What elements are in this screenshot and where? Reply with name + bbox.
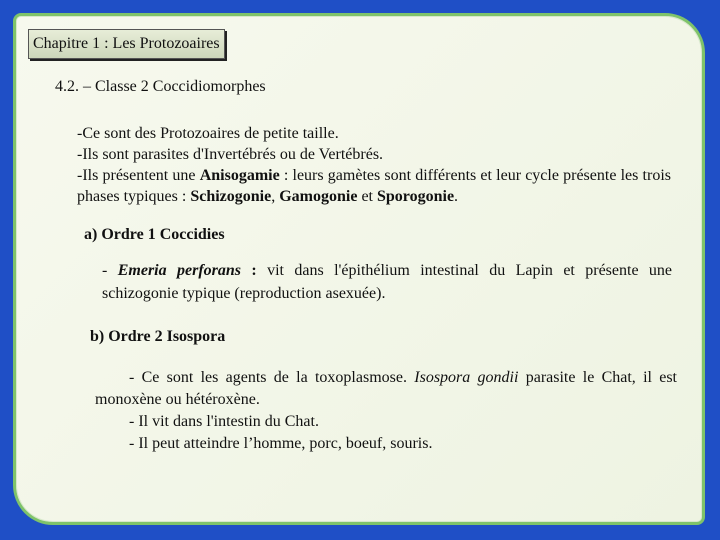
order-a-heading: a) Ordre 1 Coccidies (84, 226, 225, 243)
order-b-line-1: - Ce sont les agents de la toxoplasmose. Isospora gondii parasite le Chat, il est monoxène ou hétéroxène. (95, 369, 678, 408)
slide-title (28, 29, 225, 59)
gamogonie-term: Gamogonie (279, 188, 358, 205)
intro-paragraph (77, 123, 671, 207)
order-b-line-3: - Il peut atteindre l’homme, porc, boeuf, souris. (129, 435, 433, 452)
isospora-species: Isospora gondii (414, 369, 519, 386)
order-b-text (95, 367, 677, 455)
anisogamie-term: Anisogamie (199, 167, 280, 184)
slide-title-text: Chapitre 1 : Les Protozoaires (33, 35, 220, 52)
section-title: 4.2. – Classe 2 Coccidiomorphes (55, 78, 266, 95)
intro-line-2: -Ils sont parasites d'Invertébrés ou de Vertébrés. (77, 146, 384, 163)
intro-line-3: -Ils présentent une Anisogamie : leurs gamètes sont différents et leur cycle présente les trois phases typiques : Schizogonie, Gamogonie et Sporogonie. (77, 167, 671, 205)
order-b-line-2: - Il vit dans l'intestin du Chat. (129, 413, 319, 430)
emeria-species: Emeria perforans (117, 262, 241, 279)
order-b-heading: b) Ordre 2 Isospora (90, 328, 226, 345)
order-a-text: - Emeria perforans : vit dans l'épithélium intestinal du Lapin et présente une schizogonie typique (reproduction asexuée). (102, 262, 673, 302)
schizogonie-term: Schizogonie (190, 188, 272, 205)
intro-line-1: -Ce sont des Protozoaires de petite taille. (77, 125, 339, 142)
sporogonie-term: Sporogonie (376, 188, 455, 205)
